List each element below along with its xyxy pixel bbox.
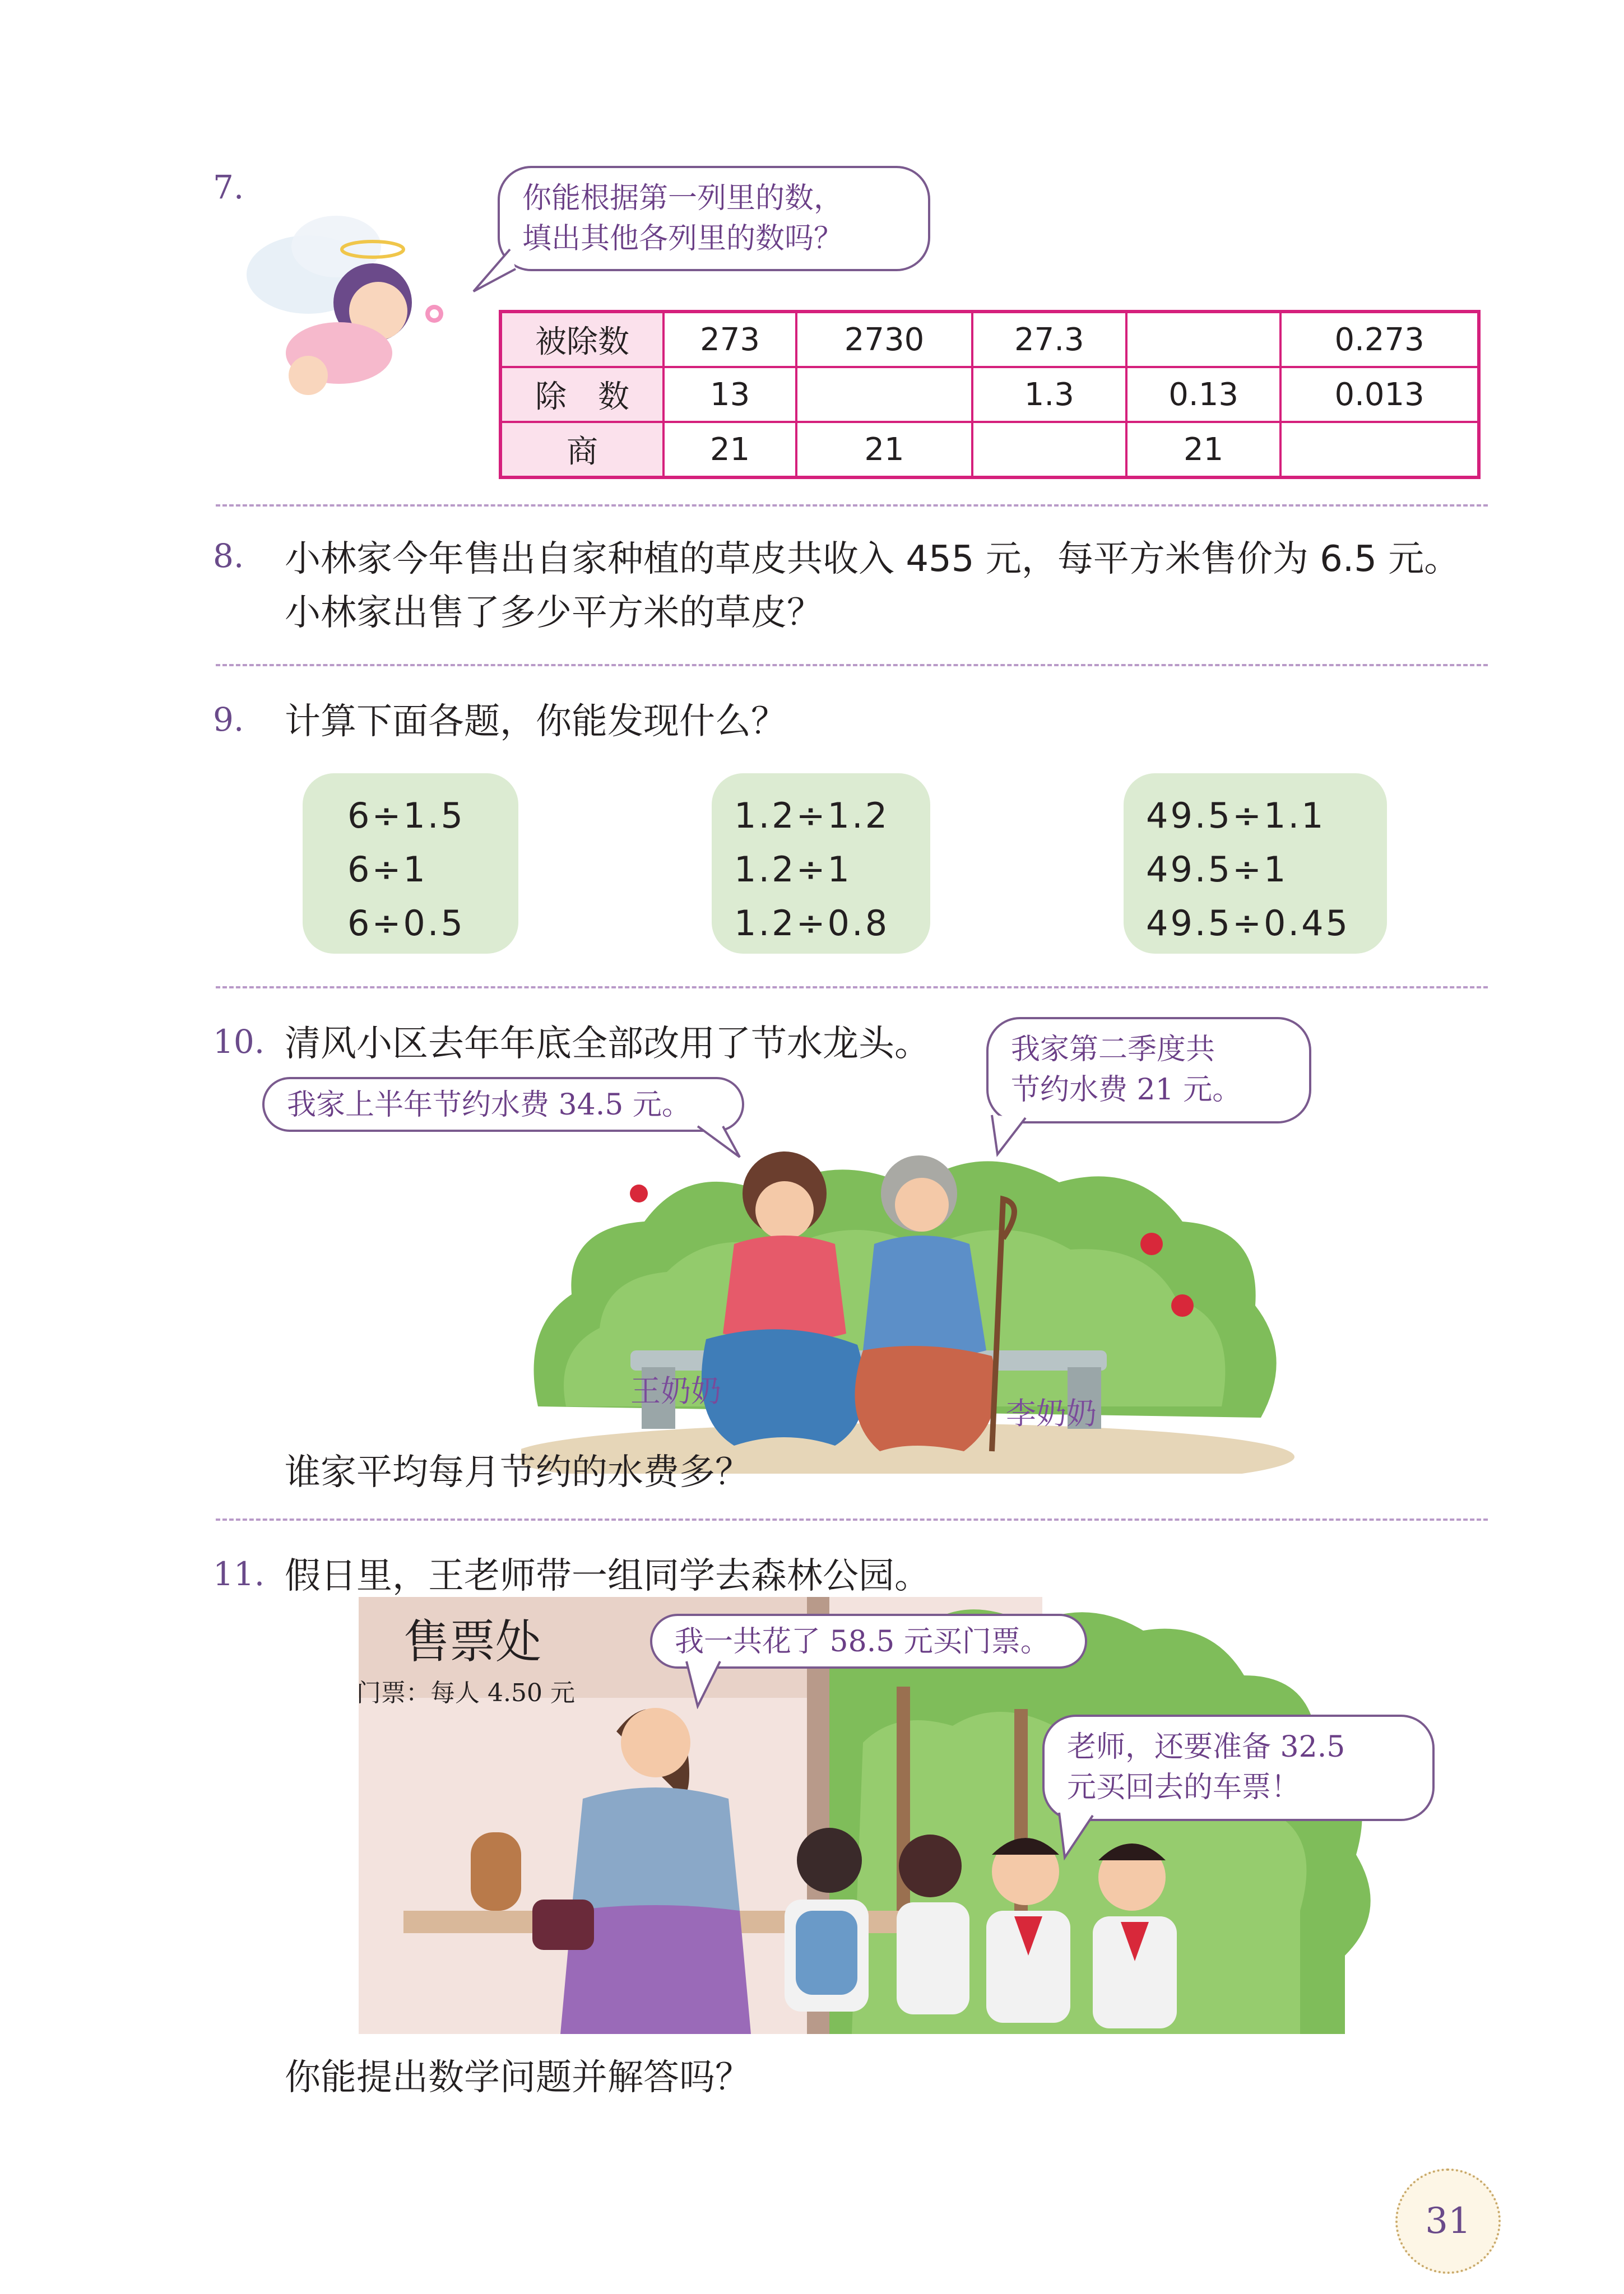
calc-expression: 6÷1.5 <box>347 795 465 836</box>
calc-expression: 1.2÷1.2 <box>734 795 890 836</box>
question-line: 小林家今年售出自家种植的草皮共收入 455 元，每平方米售价为 6.5 元。 <box>285 538 1460 580</box>
bubble-line: 老师，还要准备 32.5 <box>1067 1730 1345 1764</box>
bubble-line: 元买回去的车票！ <box>1067 1771 1301 1804</box>
bubble-line: 我家上半年节约水费 34.5 元。 <box>287 1088 691 1122</box>
ticket-office-sign: 售票处 <box>403 1615 542 1669</box>
section-divider <box>216 664 1488 666</box>
table-cell: 273 <box>663 312 796 367</box>
bubble-tail <box>695 1123 745 1163</box>
ticket-price: 门票：每人 4.50 元 <box>356 1679 575 1707</box>
speech-bubble <box>1042 1715 1435 1821</box>
bubble-tail <box>471 247 521 297</box>
question-number: 11. <box>213 1555 265 1593</box>
table-row <box>500 312 1479 367</box>
speech-bubble <box>262 1077 744 1132</box>
table-cell <box>796 367 972 422</box>
question-prompt: 假日里，王老师带一组同学去森林公园。 <box>285 1555 930 1597</box>
page-number: 31 <box>1395 2168 1501 2274</box>
calc-expression: 6÷0.5 <box>347 903 465 944</box>
table-cell: 0.273 <box>1280 312 1479 367</box>
table-cell: 21 <box>1126 422 1280 477</box>
bubble-line: 我一共花了 58.5 元买门票。 <box>675 1625 1050 1659</box>
table-cell: 21 <box>796 422 972 477</box>
table-cell: 27.3 <box>972 312 1126 367</box>
bubble-tail <box>1054 1810 1104 1860</box>
table-cell: 0.013 <box>1280 367 1479 422</box>
calc-group <box>303 773 518 954</box>
calc-group <box>712 773 930 954</box>
question-number: 9. <box>213 700 244 739</box>
angel-illustration <box>241 207 465 398</box>
calc-expression: 49.5÷1.1 <box>1146 795 1326 836</box>
bubble-line: 你能根据第一列里的数， <box>522 182 843 215</box>
table-cell: 2730 <box>796 312 972 367</box>
calc-expression: 6÷1 <box>347 849 428 890</box>
table-cell <box>1280 422 1479 477</box>
table-cell <box>972 422 1126 477</box>
garden-illustration <box>521 1115 1294 1474</box>
question-text: 你能提出数学问题并解答吗？ <box>285 2057 751 2098</box>
bubble-line: 节约水费 21 元。 <box>1011 1073 1242 1107</box>
section-divider <box>216 986 1488 988</box>
character-label: 王奶奶 <box>630 1373 721 1409</box>
bubble-line: 我家第二季度共 <box>1011 1033 1215 1066</box>
bubble-tail <box>986 1112 1037 1157</box>
question-prompt: 计算下面各题，你能发现什么？ <box>285 701 787 742</box>
table-row <box>500 422 1479 477</box>
speech-bubble <box>986 1017 1311 1123</box>
calc-expression: 1.2÷0.8 <box>734 903 890 944</box>
question-number: 8. <box>213 537 244 575</box>
division-table <box>499 310 1481 479</box>
character-label: 李奶奶 <box>1006 1396 1097 1431</box>
calc-expression: 1.2÷1 <box>734 849 852 890</box>
calc-expression: 49.5÷1 <box>1146 849 1288 890</box>
bubble-tail <box>681 1659 731 1709</box>
question-prompt: 清风小区去年年底全部改用了节水龙头。 <box>285 1023 930 1065</box>
speech-bubble <box>498 166 930 271</box>
row-header: 被除数 <box>500 312 663 367</box>
table-cell: 0.13 <box>1126 367 1280 422</box>
section-divider <box>216 1519 1488 1521</box>
calc-group <box>1124 773 1387 954</box>
section-divider <box>216 504 1488 507</box>
row-header: 除 数 <box>500 367 663 422</box>
calc-expression: 49.5÷0.45 <box>1146 903 1351 944</box>
question-line: 小林家出售了多少平方米的草皮？ <box>285 592 823 634</box>
question-text <box>285 532 1495 640</box>
table-cell <box>1126 312 1280 367</box>
table-cell: 1.3 <box>972 367 1126 422</box>
question-number: 10. <box>213 1023 265 1061</box>
question-number: 7. <box>213 168 244 206</box>
table-cell: 13 <box>663 367 796 422</box>
table-row <box>500 367 1479 422</box>
row-header: 商 <box>500 422 663 477</box>
question-text: 谁家平均每月节约的水费多？ <box>285 1452 751 1493</box>
bubble-line: 填出其他各列里的数吗？ <box>522 222 843 256</box>
table-cell: 21 <box>663 422 796 477</box>
